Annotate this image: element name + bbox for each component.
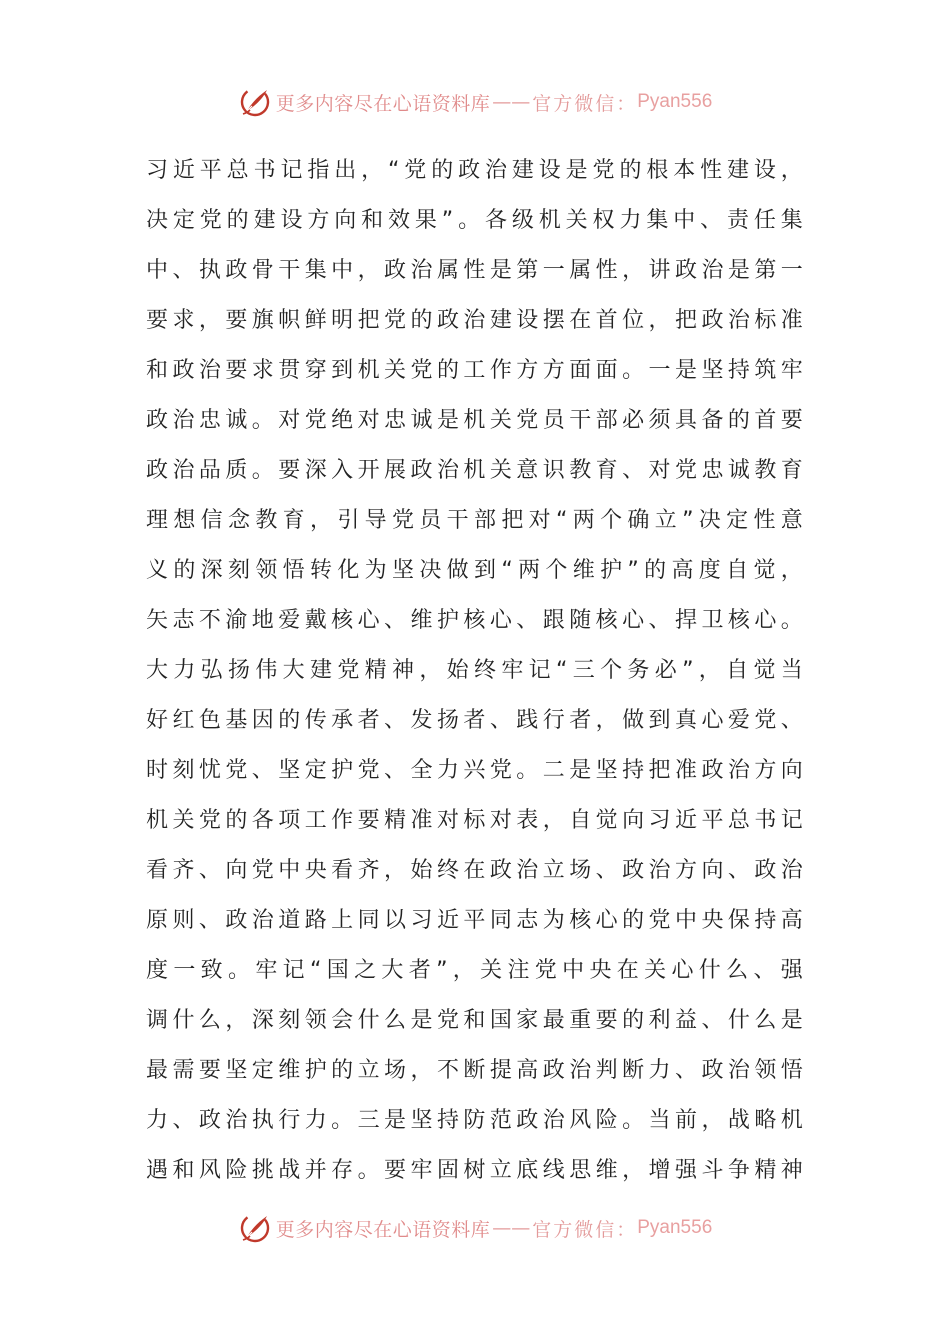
text-line: 义的深刻领悟转化为坚决做到“两个维护”的高度自觉， <box>146 558 806 583</box>
quill-logo-icon <box>238 1211 272 1245</box>
header-separator: —— <box>492 91 531 113</box>
footer-separator: —— <box>492 1217 531 1239</box>
footer-wechat-label: 官方微信： <box>532 1218 638 1241</box>
header-wechat-id: Pyan556 <box>637 91 713 112</box>
text-line: 原则、政治道路上同以习近平同志为核心的党中央保持高 <box>146 908 806 933</box>
text-line: 中、执政骨干集中，政治属性是第一属性，讲政治是第一 <box>146 258 806 283</box>
text-line: 机关党的各项工作要精准对标对表，自觉向习近平总书记 <box>146 808 806 833</box>
text-line: 理想信念教育，引导党员干部把对“两个确立”决定性意 <box>146 508 806 533</box>
text-line: 政治忠诚。对党绝对忠诚是机关党员干部必须具备的首要 <box>146 408 806 433</box>
text-line: 看齐、向党中央看齐，始终在政治立场、政治方向、政治 <box>146 858 806 883</box>
footer-wechat-id: Pyan556 <box>637 1217 713 1238</box>
footer-watermark <box>0 1208 950 1248</box>
text-line: 度一致。牢记“国之大者”，关注党中央在关心什么、强 <box>146 958 806 983</box>
text-line: 大力弘扬伟大建党精神，始终牢记“三个务必”，自觉当 <box>146 658 806 683</box>
text-line: 最需要坚定维护的立场，不断提高政治判断力、政治领悟 <box>146 1058 806 1083</box>
text-line: 矢志不渝地爱戴核心、维护核心、跟随核心、捍卫核心。 <box>146 608 806 633</box>
quill-logo-icon <box>238 85 272 119</box>
header-site-name: 更多内容尽在心语资料库 <box>275 92 491 115</box>
text-line: 力、政治执行力。三是坚持防范政治风险。当前，战略机 <box>146 1108 806 1133</box>
text-line: 要求，要旗帜鲜明把党的政治建设摆在首位，把政治标准 <box>146 308 806 333</box>
header-wechat-label: 官方微信： <box>532 92 638 115</box>
text-line: 调什么，深刻领会什么是党和国家最重要的利益、什么是 <box>146 1008 806 1033</box>
text-line: 好红色基因的传承者、发扬者、践行者，做到真心爱党、 <box>146 708 806 733</box>
header-watermark <box>0 82 950 122</box>
text-line: 习近平总书记指出，“党的政治建设是党的根本性建设， <box>146 158 806 183</box>
text-line: 时刻忧党、坚定护党、全力兴党。二是坚持把准政治方向 <box>146 758 806 783</box>
footer-site-name: 更多内容尽在心语资料库 <box>275 1218 491 1241</box>
text-line: 遇和风险挑战并存。要牢固树立底线思维，增强斗争精神 <box>146 1158 806 1183</box>
text-line: 政治品质。要深入开展政治机关意识教育、对党忠诚教育 <box>146 458 806 483</box>
text-line: 决定党的建设方向和效果”。各级机关权力集中、责任集 <box>146 208 806 233</box>
text-line: 和政治要求贯穿到机关党的工作方方面面。一是坚持筑牢 <box>146 358 806 383</box>
body-text <box>146 146 806 1196</box>
